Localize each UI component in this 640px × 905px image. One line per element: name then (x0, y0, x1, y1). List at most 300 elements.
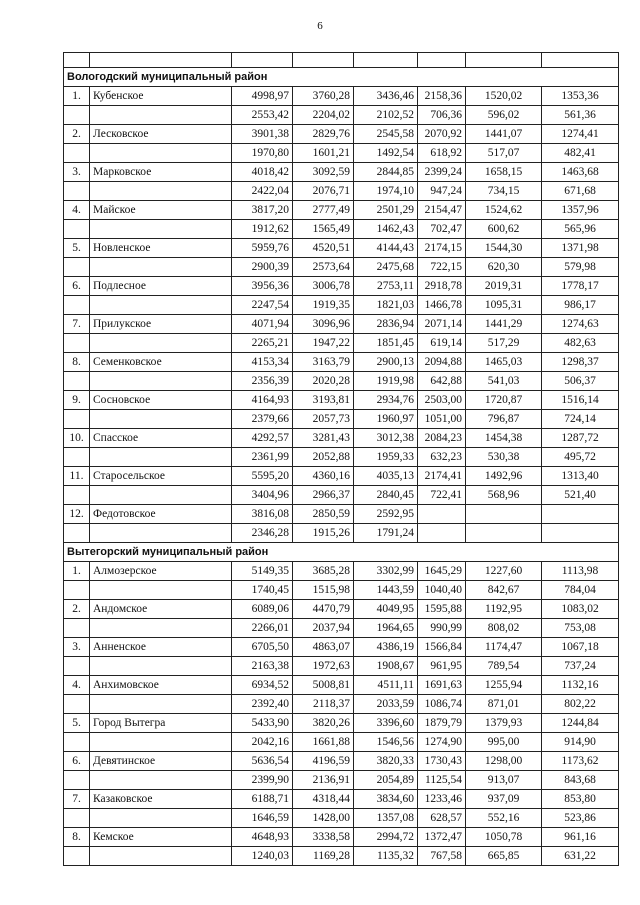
value-cell: 2503,00 (418, 391, 466, 410)
value-cell: 1516,14 (542, 391, 619, 410)
table-row (64, 809, 619, 828)
value-cell: 1298,00 (466, 752, 542, 771)
value-cell: 517,07 (466, 144, 542, 163)
row-number: 11. (64, 467, 90, 486)
table-row (64, 828, 619, 847)
table-row (64, 220, 619, 239)
value-cell: 2084,23 (418, 429, 466, 448)
value-cell: 1051,00 (418, 410, 466, 429)
value-cell: 702,47 (418, 220, 466, 239)
value-cell: 722,15 (418, 258, 466, 277)
value-cell: 3820,33 (354, 752, 418, 771)
value-cell: 1050,78 (466, 828, 542, 847)
value-cell: 2174,41 (418, 467, 466, 486)
table-body (64, 53, 619, 866)
value-cell: 632,23 (418, 448, 466, 467)
empty-cell (90, 182, 232, 201)
table-row (64, 467, 619, 486)
value-cell: 1233,46 (418, 790, 466, 809)
value-cell (466, 505, 542, 524)
value-cell: 5959,76 (232, 239, 293, 258)
empty-cell (64, 581, 90, 600)
value-cell: 568,96 (466, 486, 542, 505)
value-cell: 1465,03 (466, 353, 542, 372)
value-cell: 620,30 (466, 258, 542, 277)
row-number: 9. (64, 391, 90, 410)
value-cell: 1169,28 (293, 847, 354, 866)
empty-cell (90, 733, 232, 752)
value-cell: 1492,54 (354, 144, 418, 163)
settlement-name: Федотовское (90, 505, 232, 524)
table-row (64, 695, 619, 714)
empty-cell (90, 106, 232, 125)
settlement-name: Анненское (90, 638, 232, 657)
value-cell: 1192,95 (466, 600, 542, 619)
table-row (64, 239, 619, 258)
value-cell: 2501,29 (354, 201, 418, 220)
value-cell: 482,63 (542, 334, 619, 353)
settlement-name: Алмозерское (90, 562, 232, 581)
value-cell: 3820,26 (293, 714, 354, 733)
value-cell: 1371,98 (542, 239, 619, 258)
table-row (64, 657, 619, 676)
empty-cell (90, 334, 232, 353)
value-cell: 1658,15 (466, 163, 542, 182)
value-cell: 724,14 (542, 410, 619, 429)
value-cell: 914,90 (542, 733, 619, 752)
value-cell: 1067,18 (542, 638, 619, 657)
value-cell: 1298,37 (542, 353, 619, 372)
value-cell: 2020,28 (293, 372, 354, 391)
value-cell: 1646,59 (232, 809, 293, 828)
settlement-name: Подлесное (90, 277, 232, 296)
value-cell: 2070,92 (418, 125, 466, 144)
table-top-row (64, 53, 619, 68)
value-cell: 3396,60 (354, 714, 418, 733)
value-cell: 4144,43 (354, 239, 418, 258)
table-row (64, 562, 619, 581)
value-cell: 4164,93 (232, 391, 293, 410)
empty-cell (64, 847, 90, 866)
section-title: Вытегорский муниципальный район (64, 543, 619, 562)
value-cell: 3901,38 (232, 125, 293, 144)
value-cell: 4863,07 (293, 638, 354, 657)
value-cell: 642,88 (418, 372, 466, 391)
value-cell: 1287,72 (542, 429, 619, 448)
value-cell: 2592,95 (354, 505, 418, 524)
value-cell: 1544,30 (466, 239, 542, 258)
table-row (64, 676, 619, 695)
value-cell: 789,54 (466, 657, 542, 676)
value-cell: 523,86 (542, 809, 619, 828)
row-number: 8. (64, 353, 90, 372)
value-cell: 1255,94 (466, 676, 542, 695)
value-cell: 1520,02 (466, 87, 542, 106)
row-number: 4. (64, 201, 90, 220)
table-row (64, 315, 619, 334)
value-cell: 4018,42 (232, 163, 293, 182)
value-cell: 1947,22 (293, 334, 354, 353)
value-cell: 4196,59 (293, 752, 354, 771)
value-cell: 913,07 (466, 771, 542, 790)
value-cell: 3163,79 (293, 353, 354, 372)
value-cell: 2422,04 (232, 182, 293, 201)
table-row (64, 714, 619, 733)
settlement-name: Кубенское (90, 87, 232, 106)
row-number: 5. (64, 239, 90, 258)
value-cell: 4071,94 (232, 315, 293, 334)
value-cell: 1274,41 (542, 125, 619, 144)
value-cell (418, 505, 466, 524)
value-cell: 1132,16 (542, 676, 619, 695)
value-cell: 2042,16 (232, 733, 293, 752)
empty-cell (64, 334, 90, 353)
value-cell: 2266,01 (232, 619, 293, 638)
value-cell: 2836,94 (354, 315, 418, 334)
empty-cell (90, 410, 232, 429)
settlement-name: Майское (90, 201, 232, 220)
value-cell: 2379,66 (232, 410, 293, 429)
table-row (64, 125, 619, 144)
value-cell: 843,68 (542, 771, 619, 790)
value-cell: 1244,84 (542, 714, 619, 733)
row-number: 10. (64, 429, 90, 448)
value-cell: 2399,24 (418, 163, 466, 182)
value-cell: 2071,14 (418, 315, 466, 334)
value-cell: 482,41 (542, 144, 619, 163)
value-cell: 1379,93 (466, 714, 542, 733)
value-cell: 734,15 (466, 182, 542, 201)
value-cell: 871,01 (466, 695, 542, 714)
value-cell: 4049,95 (354, 600, 418, 619)
empty-cell (90, 695, 232, 714)
settlement-name: Семенковское (90, 353, 232, 372)
value-cell: 2158,36 (418, 87, 466, 106)
value-cell: 4360,16 (293, 467, 354, 486)
value-cell: 6089,06 (232, 600, 293, 619)
value-cell: 1372,47 (418, 828, 466, 847)
value-cell: 2850,59 (293, 505, 354, 524)
value-cell: 802,22 (542, 695, 619, 714)
value-cell: 961,95 (418, 657, 466, 676)
value-cell: 2753,11 (354, 277, 418, 296)
table-row (64, 600, 619, 619)
value-cell: 1240,03 (232, 847, 293, 866)
value-cell: 1466,78 (418, 296, 466, 315)
value-cell: 767,58 (418, 847, 466, 866)
table-row (64, 87, 619, 106)
table-row (64, 771, 619, 790)
value-cell: 1546,56 (354, 733, 418, 752)
settlement-name: Казаковское (90, 790, 232, 809)
value-cell: 6934,52 (232, 676, 293, 695)
value-cell: 600,62 (466, 220, 542, 239)
value-cell (466, 524, 542, 543)
value-cell: 1492,96 (466, 467, 542, 486)
value-cell: 3006,78 (293, 277, 354, 296)
settlement-name: Девятинское (90, 752, 232, 771)
value-cell: 4998,97 (232, 87, 293, 106)
row-number: 7. (64, 790, 90, 809)
value-cell: 2057,73 (293, 410, 354, 429)
value-cell: 2037,94 (293, 619, 354, 638)
empty-cell (90, 258, 232, 277)
table-row (64, 581, 619, 600)
value-cell: 2966,37 (293, 486, 354, 505)
value-cell: 808,02 (466, 619, 542, 638)
value-cell: 2102,52 (354, 106, 418, 125)
table-row (64, 429, 619, 448)
empty-cell (64, 733, 90, 752)
value-cell: 2265,21 (232, 334, 293, 353)
value-cell: 961,16 (542, 828, 619, 847)
empty-cell (90, 486, 232, 505)
value-cell: 753,08 (542, 619, 619, 638)
value-cell: 1353,36 (542, 87, 619, 106)
empty-cell (90, 619, 232, 638)
row-number: 1. (64, 87, 90, 106)
page-number: 6 (317, 20, 323, 32)
value-cell: 1964,65 (354, 619, 418, 638)
value-cell: 2136,91 (293, 771, 354, 790)
table-row (64, 372, 619, 391)
empty-cell (64, 448, 90, 467)
value-cell: 2840,45 (354, 486, 418, 505)
value-cell: 1463,68 (542, 163, 619, 182)
value-cell: 1274,63 (542, 315, 619, 334)
value-cell: 1919,98 (354, 372, 418, 391)
section-header-row (64, 68, 619, 87)
value-cell: 2900,39 (232, 258, 293, 277)
empty-cell (64, 771, 90, 790)
value-cell: 2076,71 (293, 182, 354, 201)
empty-cell (90, 372, 232, 391)
value-cell: 4153,34 (232, 353, 293, 372)
value-cell: 1454,38 (466, 429, 542, 448)
value-cell: 784,04 (542, 581, 619, 600)
table-row (64, 182, 619, 201)
value-cell: 1740,45 (232, 581, 293, 600)
value-cell: 618,92 (418, 144, 466, 163)
value-cell: 2399,90 (232, 771, 293, 790)
empty-cell (64, 657, 90, 676)
value-cell: 1357,08 (354, 809, 418, 828)
value-cell: 1313,40 (542, 467, 619, 486)
value-cell: 3436,46 (354, 87, 418, 106)
table-row (64, 847, 619, 866)
value-cell: 1691,63 (418, 676, 466, 695)
value-cell: 3956,36 (232, 277, 293, 296)
value-cell: 4648,93 (232, 828, 293, 847)
empty-cell (90, 847, 232, 866)
value-cell: 1524,62 (466, 201, 542, 220)
value-cell: 2844,85 (354, 163, 418, 182)
empty-cell (64, 809, 90, 828)
value-cell: 2019,31 (466, 277, 542, 296)
value-cell: 2356,39 (232, 372, 293, 391)
value-cell: 1601,21 (293, 144, 354, 163)
value-cell: 541,03 (466, 372, 542, 391)
value-cell: 1661,88 (293, 733, 354, 752)
value-cell: 2545,58 (354, 125, 418, 144)
empty-cell (64, 524, 90, 543)
row-number: 7. (64, 315, 90, 334)
empty-cell (90, 144, 232, 163)
value-cell: 1778,17 (542, 277, 619, 296)
value-cell: 3685,28 (293, 562, 354, 581)
value-cell (542, 524, 619, 543)
empty-cell (64, 695, 90, 714)
row-number: 3. (64, 163, 90, 182)
value-cell: 3302,99 (354, 562, 418, 581)
value-cell: 986,17 (542, 296, 619, 315)
row-number: 2. (64, 125, 90, 144)
value-cell: 706,36 (418, 106, 466, 125)
table-row (64, 296, 619, 315)
value-cell: 6188,71 (232, 790, 293, 809)
row-number: 6. (64, 277, 90, 296)
value-cell: 1730,43 (418, 752, 466, 771)
value-cell: 1174,47 (466, 638, 542, 657)
table-row (64, 410, 619, 429)
table-row (64, 201, 619, 220)
value-cell: 1095,31 (466, 296, 542, 315)
table-row (64, 638, 619, 657)
settlement-name: Город Вытегра (90, 714, 232, 733)
value-cell: 1274,90 (418, 733, 466, 752)
settlement-name: Старосельское (90, 467, 232, 486)
value-cell: 1566,84 (418, 638, 466, 657)
settlement-name: Сосновское (90, 391, 232, 410)
table-row (64, 163, 619, 182)
value-cell: 1125,54 (418, 771, 466, 790)
value-cell: 2154,47 (418, 201, 466, 220)
value-cell: 1908,67 (354, 657, 418, 676)
value-cell: 1462,43 (354, 220, 418, 239)
value-cell: 4511,11 (354, 676, 418, 695)
value-cell: 5433,90 (232, 714, 293, 733)
table-row (64, 144, 619, 163)
table-row (64, 391, 619, 410)
value-cell (542, 505, 619, 524)
value-cell: 1960,97 (354, 410, 418, 429)
value-cell: 495,72 (542, 448, 619, 467)
value-cell: 1972,63 (293, 657, 354, 676)
value-cell: 842,67 (466, 581, 542, 600)
table-row (64, 334, 619, 353)
row-number: 4. (64, 676, 90, 695)
value-cell: 1970,80 (232, 144, 293, 163)
empty-cell (64, 619, 90, 638)
row-number: 2. (64, 600, 90, 619)
value-cell: 2174,15 (418, 239, 466, 258)
value-cell: 1915,26 (293, 524, 354, 543)
value-cell: 1083,02 (542, 600, 619, 619)
settlement-name: Лесковское (90, 125, 232, 144)
value-cell: 3834,60 (354, 790, 418, 809)
value-cell: 3096,96 (293, 315, 354, 334)
value-cell: 995,00 (466, 733, 542, 752)
settlement-name: Марковское (90, 163, 232, 182)
settlement-name: Новленское (90, 239, 232, 258)
value-cell: 4035,13 (354, 467, 418, 486)
value-cell: 4520,51 (293, 239, 354, 258)
table-row (64, 733, 619, 752)
value-cell: 1441,07 (466, 125, 542, 144)
value-cell: 4386,19 (354, 638, 418, 657)
value-cell: 5008,81 (293, 676, 354, 695)
value-cell: 506,37 (542, 372, 619, 391)
value-cell: 2163,38 (232, 657, 293, 676)
value-cell: 2777,49 (293, 201, 354, 220)
value-cell: 2118,37 (293, 695, 354, 714)
value-cell: 853,80 (542, 790, 619, 809)
value-cell: 631,22 (542, 847, 619, 866)
table-row (64, 505, 619, 524)
value-cell: 990,99 (418, 619, 466, 638)
value-cell: 628,57 (418, 809, 466, 828)
value-cell: 1040,40 (418, 581, 466, 600)
row-number: 12. (64, 505, 90, 524)
value-cell: 2900,13 (354, 353, 418, 372)
value-cell: 1515,98 (293, 581, 354, 600)
value-cell: 796,87 (466, 410, 542, 429)
empty-cell (90, 524, 232, 543)
table-row (64, 353, 619, 372)
value-cell: 1959,33 (354, 448, 418, 467)
settlement-name: Анхимовское (90, 676, 232, 695)
value-cell: 1595,88 (418, 600, 466, 619)
value-cell: 2361,99 (232, 448, 293, 467)
empty-cell (64, 106, 90, 125)
value-cell: 4292,57 (232, 429, 293, 448)
table-row (64, 106, 619, 125)
empty-cell (90, 581, 232, 600)
value-cell: 1919,35 (293, 296, 354, 315)
empty-cell (64, 258, 90, 277)
settlement-name: Спасское (90, 429, 232, 448)
empty-cell (90, 296, 232, 315)
value-cell: 947,24 (418, 182, 466, 201)
value-cell: 2392,40 (232, 695, 293, 714)
value-cell: 619,14 (418, 334, 466, 353)
value-cell: 530,38 (466, 448, 542, 467)
empty-cell (90, 448, 232, 467)
row-number: 1. (64, 562, 90, 581)
settlement-name: Кемское (90, 828, 232, 847)
empty-cell (64, 296, 90, 315)
value-cell: 3816,08 (232, 505, 293, 524)
section-header-row (64, 543, 619, 562)
table-row (64, 790, 619, 809)
value-cell: 579,98 (542, 258, 619, 277)
value-cell: 2052,88 (293, 448, 354, 467)
value-cell: 1879,79 (418, 714, 466, 733)
value-cell: 1428,00 (293, 809, 354, 828)
value-cell: 2033,59 (354, 695, 418, 714)
value-cell: 5636,54 (232, 752, 293, 771)
row-number: 5. (64, 714, 90, 733)
value-cell: 3338,58 (293, 828, 354, 847)
value-cell: 671,68 (542, 182, 619, 201)
value-cell: 1173,62 (542, 752, 619, 771)
value-cell: 2573,64 (293, 258, 354, 277)
empty-cell (64, 144, 90, 163)
value-cell: 2054,89 (354, 771, 418, 790)
value-cell: 552,16 (466, 809, 542, 828)
empty-cell (64, 182, 90, 201)
value-cell: 2346,28 (232, 524, 293, 543)
